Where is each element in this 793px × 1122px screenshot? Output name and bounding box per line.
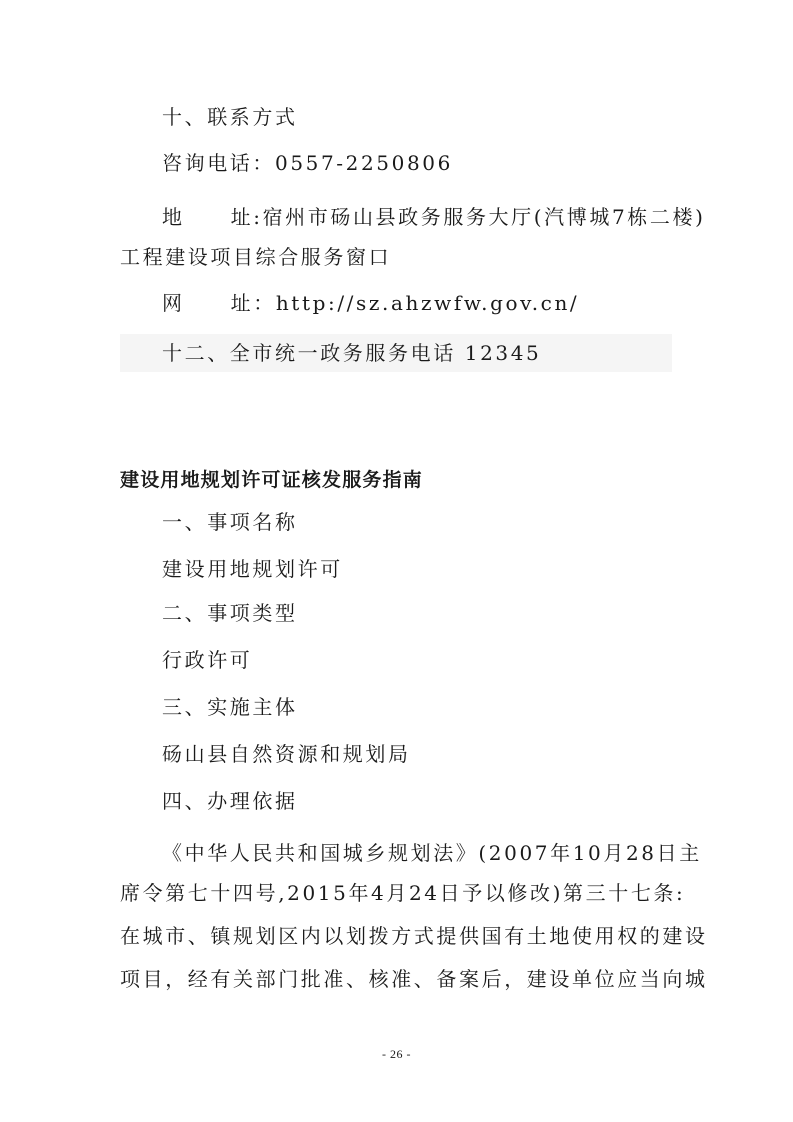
- section-1-body: 建设用地规划许可: [162, 557, 343, 581]
- section-4-line: 《中华人民共和国城乡规划法》(2007年10月28日主: [162, 841, 702, 865]
- section-1-heading: 一、事项名称: [162, 510, 298, 534]
- guide-title: 建设用地规划许可证核发服务指南: [120, 469, 424, 491]
- section-4-line: 项目，经有关部门批准、核准、备案后，建设单位应当向城: [120, 967, 708, 991]
- page-number: - 26 -: [382, 1047, 411, 1061]
- section-4-heading: 四、办理依据: [162, 789, 298, 813]
- section-3-body: 砀山县自然资源和规划局: [162, 742, 411, 766]
- contact-website: 网 址：http://sz.ahzwfw.gov.cn/: [162, 291, 580, 315]
- contact-address-continued: 工程建设项目综合服务窗口: [120, 245, 392, 269]
- address-label-2: 址: [230, 205, 254, 229]
- contact-phone: 咨询电话：0557-2250806: [162, 151, 453, 175]
- section-2-heading: 二、事项类型: [162, 601, 298, 625]
- contact-address: 地 址:宿州市砀山县政务服务大厅(汽博城7栋二楼): [162, 205, 706, 229]
- contact-heading: 十、联系方式: [162, 105, 298, 129]
- section-4-line: 席令第七十四号,2015年4月24日予以修改)第三十七条:: [120, 881, 686, 905]
- section-3-heading: 三、实施主体: [162, 695, 298, 719]
- website-label-1: 网: [162, 291, 185, 315]
- section-2-body: 行政许可: [162, 648, 253, 672]
- hotline-text: 十二、全市统一政务服务电话 12345: [162, 341, 542, 365]
- address-label-1: 地: [162, 205, 185, 229]
- website-url: http://sz.ahzwfw.gov.cn/: [275, 291, 580, 315]
- section-4-line: 在城市、镇规划区内以划拨方式提供国有土地使用权的建设: [120, 924, 708, 948]
- address-value: 宿州市砀山县政务服务大厅(汽博城7栋二楼): [262, 205, 706, 229]
- website-label-2: 址: [230, 291, 254, 315]
